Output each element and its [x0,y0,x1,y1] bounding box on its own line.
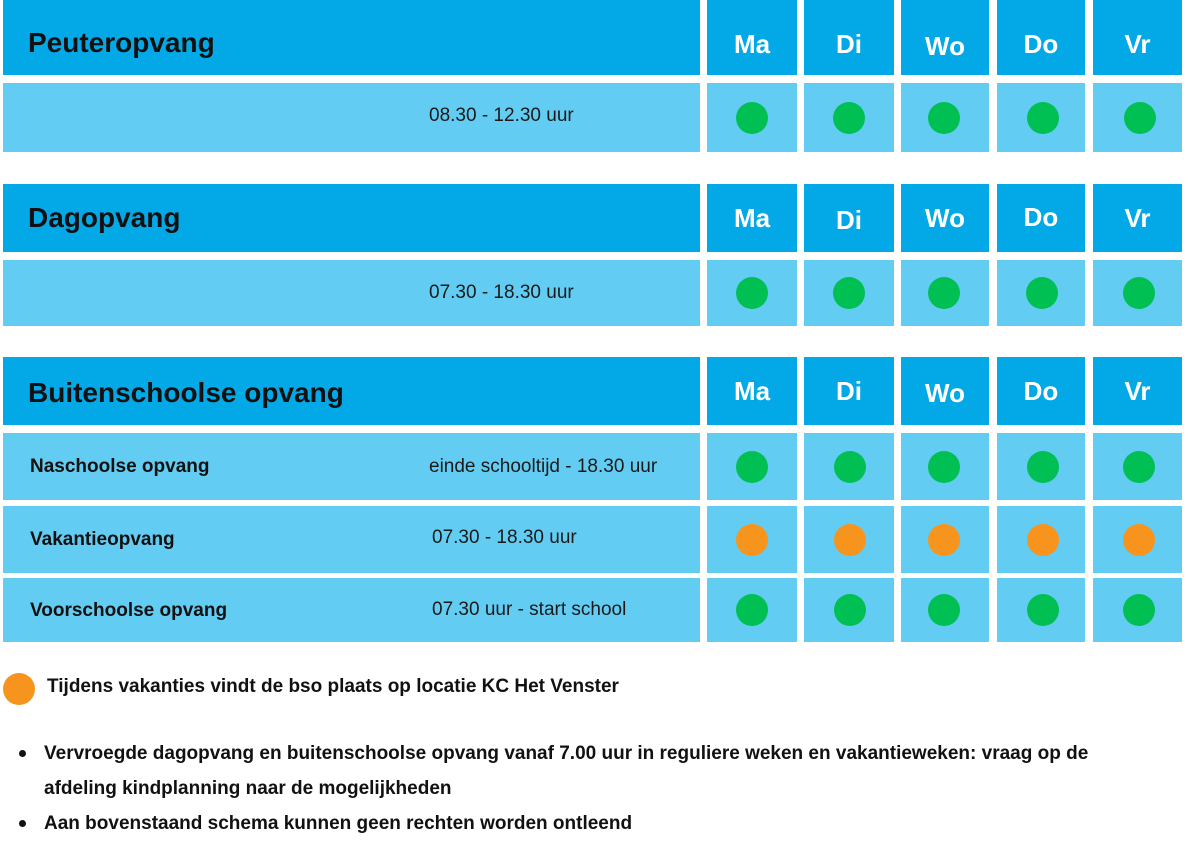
availability-dot [1027,451,1059,483]
day-label: Ma [733,376,771,406]
day-label: Di [836,29,862,59]
availability-dot [928,524,960,556]
availability-dot [834,451,866,483]
time-label: 07.30 - 18.30 uur [432,527,577,548]
section-title-peuteropvang: Peuteropvang [28,27,215,58]
availability-dot [736,594,768,626]
legend-holiday-dot [3,673,35,705]
note-item: Aan bovenstaand schema kunnen geen rechten worden ontleend [0,806,1185,841]
day-label: Vr [1124,376,1151,406]
availability-dot [928,102,960,134]
row-label: Voorschoolse opvang [30,600,228,621]
availability-dot [736,277,768,309]
day-label: Do [1023,29,1059,59]
row-label: Naschoolse opvang [30,456,210,477]
availability-dot [1123,594,1155,626]
availability-dot [928,594,960,626]
section-title-dagopvang: Dagopvang [28,202,181,233]
availability-dot [928,451,960,483]
time-label: 07.30 uur - start school [432,599,627,620]
time-label: einde schooltijd - 18.30 uur [429,456,658,477]
availability-dot [1027,524,1059,556]
availability-dot [1027,594,1059,626]
dagopvang-row [3,260,700,326]
time-label: 08.30 - 12.30 uur [429,105,574,126]
peuteropvang-row [3,83,700,152]
day-label: Ma [733,203,771,233]
availability-dot [736,102,768,134]
availability-dot [1123,451,1155,483]
availability-dot [736,451,768,483]
availability-dot [928,277,960,309]
day-label: Do [1023,202,1059,232]
availability-dot [834,594,866,626]
day-label: Do [1023,376,1059,406]
day-label: Di [836,205,862,235]
availability-dot [1027,102,1059,134]
day-label: Ma [733,29,771,59]
row-label: Vakantieopvang [30,529,175,550]
availability-dot [736,524,768,556]
availability-dot [1123,524,1155,556]
day-label: Vr [1124,203,1151,233]
legend-text: Tijdens vakanties vindt de bso plaats op locatie KC Het Venster [47,676,619,697]
availability-dot [1124,102,1156,134]
availability-dot [1026,277,1058,309]
day-label: Wo [925,31,965,61]
section-title-bso: Buitenschoolse opvang [28,377,344,408]
availability-dot [834,524,866,556]
availability-dot [1123,277,1155,309]
time-label: 07.30 - 18.30 uur [429,282,574,303]
day-label: Wo [925,203,965,233]
availability-dot [833,102,865,134]
availability-dot [833,277,865,309]
day-label: Wo [925,378,965,408]
day-label: Vr [1124,29,1151,59]
notes-list [0,736,1185,841]
day-label: Di [836,376,862,406]
note-item: Vervroegde dagopvang en buitenschoolse opvang vanaf 7.00 uur in reguliere weken en vakantieweken: vraag op de afdeling kindplanning naar de mogelijkheden [0,736,1185,806]
